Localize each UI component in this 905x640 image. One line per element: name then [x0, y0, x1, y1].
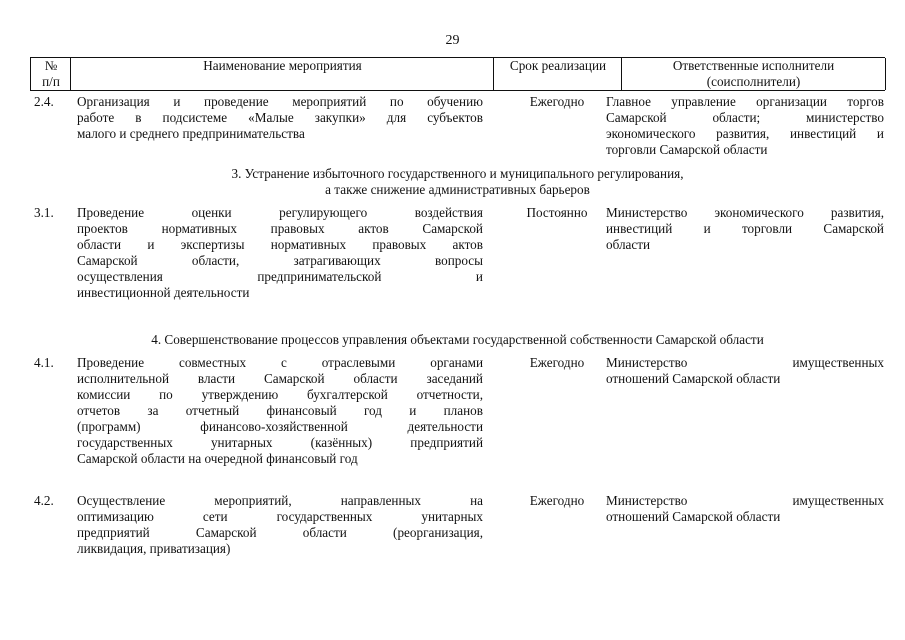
row-name	[77, 355, 483, 467]
section-4-line: 4. Совершенствование процессов управления объектами государственной собственности Самарской области	[151, 332, 764, 347]
section-3-line1: 3. Устранение избыточного государственного и муниципального регулирования,	[231, 166, 684, 181]
table-header	[30, 57, 885, 91]
row-name-line: Проведение совместных с отраслевыми органами	[77, 355, 483, 370]
row-name-line: области и экспертизы нормативных правовых актов	[77, 237, 483, 252]
row-exec-line: отношений Самарской области	[606, 371, 781, 386]
row-exec-line: Министерство имущественных	[606, 355, 884, 370]
row-exec-line: Главное управление организации торгов	[606, 94, 884, 109]
header-exec-line1: Ответственные исполнители	[672, 58, 835, 73]
row-name	[77, 94, 483, 142]
header-num-line1: №	[44, 58, 58, 73]
row-exec-line: Самарской области; министерство	[606, 110, 884, 125]
section-heading-4	[30, 332, 885, 348]
row-number: 2.4.	[34, 94, 54, 109]
row-number: 3.1.	[34, 205, 54, 220]
row-name-line: Самарской области на очередной финансовый год	[77, 451, 358, 466]
row-exec	[606, 205, 884, 253]
header-num	[30, 58, 71, 90]
row-exec	[606, 94, 884, 158]
section-heading-3	[30, 166, 885, 198]
row-name	[77, 205, 483, 301]
header-exec-line2: (соисполнители)	[706, 74, 801, 89]
page-number: 29	[445, 33, 460, 48]
header-name-text: Наименование мероприятия	[203, 58, 362, 73]
row-name-line: Самарской области, затрагивающих вопросы	[77, 253, 483, 268]
row-name-line: исполнительной власти Самарской области заседаний	[77, 371, 483, 386]
row-name-line: проектов нормативных правовых актов Самарской	[77, 221, 483, 236]
row-exec	[606, 493, 884, 525]
row-name-line: Проведение оценки регулирующего воздействия	[77, 205, 483, 220]
row-exec-line: Министерство имущественных	[606, 493, 884, 508]
row-name	[77, 493, 483, 557]
row-name-line: Осуществление мероприятий, направленных на	[77, 493, 483, 508]
row-exec-line: Министерство экономического развития,	[606, 205, 884, 220]
header-exec	[621, 58, 886, 90]
row-number: 4.1.	[34, 355, 54, 370]
row-term: Ежегодно	[529, 355, 585, 370]
row-exec	[606, 355, 884, 387]
row-name-line: работе в подсистеме «Малые закупки» для субъектов	[77, 110, 483, 125]
row-number: 4.2.	[34, 493, 54, 508]
row-name-line: государственных унитарных (казённых) предприятий	[77, 435, 483, 450]
row-exec-line: торговли Самарской области	[606, 142, 768, 157]
row-name-line: комиссии по утверждению бухгалтерской отчетности,	[77, 387, 483, 402]
row-name-line: отчетов за отчетный финансовый год и планов	[77, 403, 483, 418]
row-term: Ежегодно	[529, 493, 585, 508]
row-term: Постоянно	[526, 205, 588, 220]
header-num-line2: п/п	[42, 74, 60, 89]
row-name-line: осуществления предпринимательской и	[77, 269, 483, 284]
row-name-line: (программ) финансово-хозяйственной деятельности	[77, 419, 483, 434]
header-name	[70, 58, 494, 90]
row-name-line: Организация и проведение мероприятий по обучению	[77, 94, 483, 109]
header-term-text: Срок реализации	[509, 58, 607, 73]
row-exec-line: области	[606, 237, 651, 252]
row-name-line: малого и среднего предпринимательства	[77, 126, 305, 141]
row-name-line: предприятий Самарской области (реорганизация,	[77, 525, 483, 540]
row-name-line: ликвидация, приватизация)	[77, 541, 231, 556]
row-name-line: оптимизацию сети государственных унитарных	[77, 509, 483, 524]
section-3-line2: а также снижение административных барьеров	[325, 182, 590, 197]
row-exec-line: инвестиций и торговли Самарской	[606, 221, 884, 236]
row-exec-line: экономического развития, инвестиций и	[606, 126, 884, 141]
row-exec-line: отношений Самарской области	[606, 509, 781, 524]
row-term: Ежегодно	[529, 94, 585, 109]
row-name-line: инвестиционной деятельности	[77, 285, 250, 300]
header-term	[493, 58, 622, 90]
